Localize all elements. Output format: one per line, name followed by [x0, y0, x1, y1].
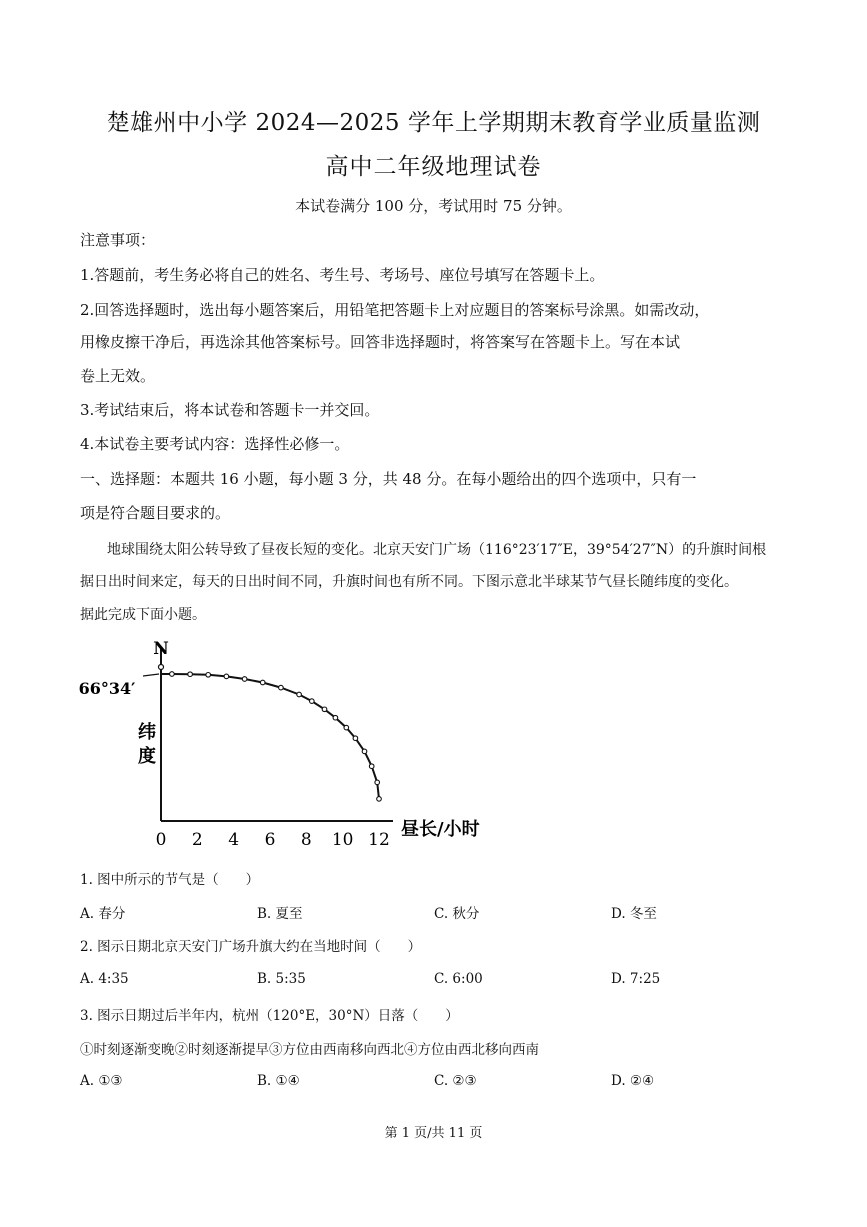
curve-point: [170, 672, 175, 677]
y-tick-leader: [143, 674, 159, 676]
notice-line-1: 1.答题前，考生务必将自己的姓名、考生号、考场号、座位号填写在答题卡上。: [80, 266, 605, 284]
notice-line-2: 2.回答选择题时，选出每小题答案后，用铅笔把答题卡上对应题目的答案标号涂黑。如需改动，: [80, 301, 710, 319]
question-2-stem: 2. 图示日期北京天安门广场升旗大约在当地时间（ ）: [80, 939, 422, 955]
curve-point: [242, 677, 247, 682]
q1-option-b[interactable]: B. 夏至: [257, 906, 303, 922]
x-tick-label: 12: [368, 830, 390, 850]
y-axis-label-2: 度: [138, 746, 156, 767]
q3-option-b[interactable]: B. ①④: [257, 1073, 300, 1089]
curve-point: [322, 707, 327, 712]
q3-option-d[interactable]: D. ②④: [611, 1073, 655, 1089]
page-number: 第 1 页/共 11 页: [384, 1126, 483, 1141]
passage-line-3: 据此完成下面小题。: [80, 607, 206, 623]
x-tick-label: 4: [228, 830, 240, 850]
q3-option-c[interactable]: C. ②③: [434, 1073, 477, 1089]
x-tick-label: 8: [300, 830, 312, 850]
x-tick-label: 6: [264, 830, 276, 850]
x-tick-label: 10: [331, 830, 354, 850]
q1-option-a[interactable]: A. 春分: [80, 906, 126, 922]
exam-title-line1: 楚雄州中小学 2024—2025 学年上学期期末教育学业质量监测: [106, 110, 761, 136]
curve-point: [297, 692, 302, 697]
q2-option-d[interactable]: D. 7:25: [611, 971, 661, 987]
notice-line-3: 用橡皮擦干净后，再选涂其他答案标号。回答非选择题时，将答案写在答题卡上。写在本试: [80, 333, 681, 351]
y-tick-label: 66°34′: [78, 679, 136, 698]
notice-line-6: 4.本试卷主要考试内容：选择性必修一。: [80, 435, 350, 453]
day-length-latitude-figure: [75, 632, 515, 862]
curve-point: [377, 797, 382, 802]
notice-heading: 注意事项：: [80, 231, 156, 249]
day-length-curve: [161, 674, 379, 799]
curve-point: [353, 736, 358, 741]
top-label: N: [153, 639, 169, 659]
curve-point: [224, 674, 229, 679]
curve-point: [362, 749, 367, 754]
y-axis-label-1: 纬: [138, 722, 156, 743]
section-heading-line2: 项是符合题目要求的。: [80, 504, 231, 522]
curve-point: [344, 725, 349, 730]
notice-line-5: 3.考试结束后，将本试卷和答题卡一并交回。: [80, 401, 380, 419]
question-3-statements: ①时刻逐渐变晚②时刻逐渐提早③方位由西南移向西北④方位由西北移向西南: [80, 1042, 539, 1058]
curve-point: [279, 685, 284, 690]
curve-point: [206, 673, 211, 678]
curve-point: [260, 680, 265, 685]
x-axis-label: 昼长/小时: [401, 819, 480, 840]
curve-point: [333, 715, 338, 720]
pole-point: [159, 665, 164, 670]
curve-point: [375, 780, 380, 785]
passage-line-1: 地球围绕太阳公转导致了昼夜长短的变化。北京天安门广场（116°23′17″E，39°54′27″N）的升旗时间根: [107, 542, 767, 558]
curve-point: [369, 764, 374, 769]
q1-option-d[interactable]: D. 冬至: [611, 906, 657, 922]
q3-option-a[interactable]: A. ①③: [80, 1073, 123, 1089]
exam-title-line2: 高中二年级地理试卷: [325, 154, 542, 180]
exam-subtitle: 本试卷满分 100 分，考试用时 75 分钟。: [295, 197, 572, 215]
curve-point: [310, 699, 315, 704]
question-1-stem: 1. 图中所示的节气是（ ）: [80, 872, 260, 888]
notice-line-4: 卷上无效。: [80, 367, 156, 385]
section-heading-line1: 一、选择题：本题共 16 小题，每小题 3 分，共 48 分。在每小题给出的四个选项中，只有一: [80, 470, 697, 488]
x-tick-label: 0: [155, 830, 167, 850]
q2-option-a[interactable]: A. 4:35: [80, 971, 129, 987]
q2-option-c[interactable]: C. 6:00: [434, 971, 483, 987]
question-3-stem: 3. 图示日期过后半年内，杭州（120°E，30°N）日落（ ）: [80, 1008, 459, 1024]
q1-option-c[interactable]: C. 秋分: [434, 906, 480, 922]
passage-line-2: 据日出时间来定，每天的日出时间不同，升旗时间也有所不同。下图示意北半球某节气昼长随纬度的变化。: [80, 574, 738, 590]
x-tick-label: 2: [191, 830, 203, 850]
curve-point: [188, 672, 193, 677]
q2-option-b[interactable]: B. 5:35: [257, 971, 306, 987]
